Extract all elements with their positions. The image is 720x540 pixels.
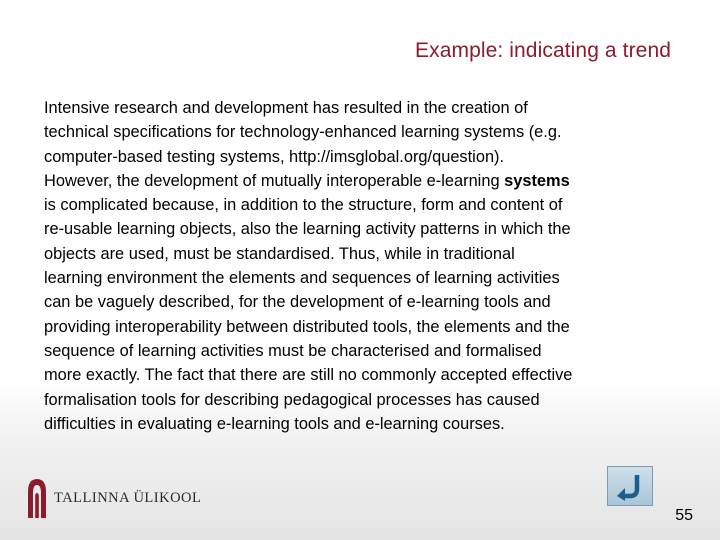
body-line: re-usable learning objects, also the learning activity patterns in which the [44,220,571,239]
body-line: is complicated because, in addition to the structure, form and content of [44,196,563,215]
body-line: providing interoperability between distributed tools, the elements and the [44,317,570,336]
body-line: can be vaguely described, for the development of e-learning tools and [44,293,551,312]
arch-logo-icon [26,476,48,520]
body-line: learning environment the elements and sequences of learning activities [44,269,560,288]
slide-title: Example: indicating a trend [414,39,671,62]
body-paragraph [44,96,706,436]
body-line: Intensive research and development has resulted in the creation of [44,99,528,117]
body-line: sequence of learning activities must be characterised and formalised [44,341,542,360]
bold-keyword: systems [504,171,570,190]
body-line: computer-based testing systems, http://imsglobal.org/question). [44,147,505,166]
body-line: technical specifications for technology-enhanced learning systems (e.g. [44,123,562,142]
return-arrow-icon [615,471,645,501]
university-logo [26,476,201,520]
body-line: more exactly. The fact that there are still no commonly accepted effective [44,366,573,385]
body-line: difficulties in evaluating e-learning tools and e-learning courses. [44,414,505,433]
body-line-text: However, the development of mutually interoperable e-learning [44,171,505,190]
return-button[interactable] [607,466,653,506]
logo-text: TALLINNA ÜLIKOOL [54,489,202,506]
body-line [44,169,706,193]
body-line: formalisation tools for describing pedagogical processes has caused [44,390,540,409]
page-number: 55 [675,507,693,524]
body-line: objects are used, must be standardised. Thus, while in traditional [44,244,515,263]
